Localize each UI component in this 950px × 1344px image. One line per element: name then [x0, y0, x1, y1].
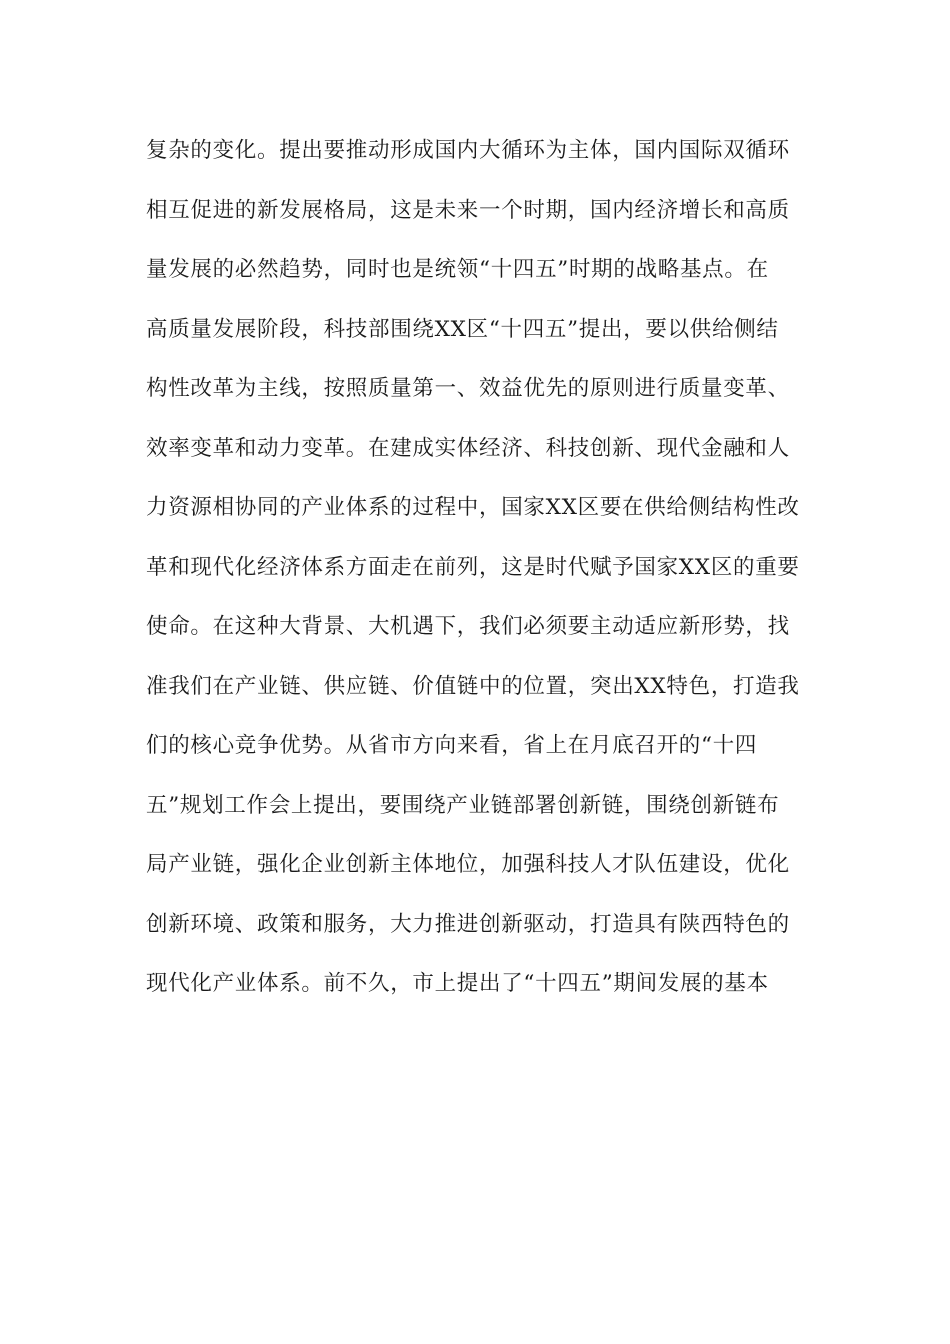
text-line: 构性改革为主线，按照质量第一、效益优先的原则进行质量变革、 — [146, 376, 790, 401]
text-line: 准我们在产业链、供应链、价值链中的位置，突出XX特色，打造我 — [146, 673, 800, 699]
text-line: 现代化产业体系。前不久，市上提出了“十四五”期间发展的基本 — [146, 971, 769, 996]
text-line: 局产业链，强化企业创新主体地位，加强科技人才队伍建设，优化 — [146, 852, 790, 877]
text-line: 使命。在这种大背景、大机遇下，我们必须要主动适应新形势，找 — [146, 614, 790, 639]
text-line: 量发展的必然趋势，同时也是统领“十四五”时期的战略基点。在 — [146, 257, 769, 282]
text-line: 们的核心竞争优势。从省市方向来看，省上在月底召开的“十四 — [146, 733, 758, 758]
text-line: 革和现代化经济体系方面走在前列，这是时代赋予国家XX区的重要 — [146, 554, 800, 580]
text-line: 力资源相协同的产业体系的过程中，国家XX区要在供给侧结构性改 — [146, 495, 800, 520]
text-line: 相互促进的新发展格局，这是未来一个时期，国内经济增长和高质 — [146, 197, 790, 223]
text-line: 效率变革和动力变革。在建成实体经济、科技创新、现代金融和人 — [146, 435, 790, 461]
text-line: 五”规划工作会上提出，要围绕产业链部署创新链，围绕创新链布 — [146, 792, 780, 818]
text-line: 高质量发展阶段，科技部围绕XX区“十四五”提出，要以供给侧结 — [146, 316, 779, 342]
body-text — [146, 131, 806, 1024]
text-line: 复杂的变化。提出要推动形成国内大循环为主体，国内国际双循环 — [146, 138, 790, 163]
text-line: 创新环境、政策和服务，大力推进创新驱动，打造具有陕西特色的 — [146, 911, 790, 937]
